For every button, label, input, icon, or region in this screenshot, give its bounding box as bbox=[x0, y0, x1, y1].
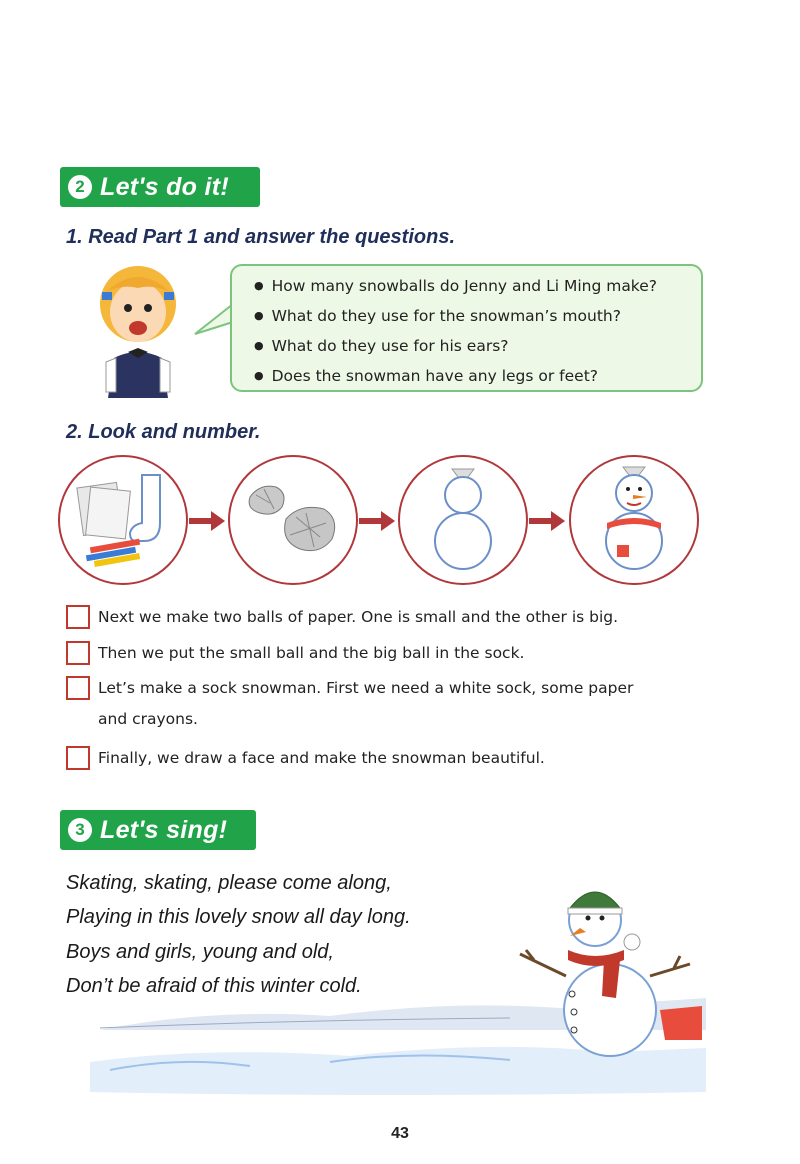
questions-bubble bbox=[230, 264, 703, 392]
section-number: 3 bbox=[68, 818, 92, 842]
section-title: Let's do it! bbox=[100, 172, 229, 201]
number-box-3[interactable] bbox=[66, 676, 90, 700]
lyric-line: Skating, skating, please come along, bbox=[66, 872, 392, 894]
girl-illustration bbox=[92, 262, 184, 398]
step-text: Finally, we draw a face and make the snowman beautiful. bbox=[98, 749, 545, 767]
section-title: Let's sing! bbox=[100, 815, 228, 844]
section-3-banner bbox=[60, 810, 256, 850]
step-circle-3 bbox=[398, 455, 528, 585]
number-box-4[interactable] bbox=[66, 746, 90, 770]
task-1-heading: 1. Read Part 1 and answer the questions. bbox=[66, 226, 456, 248]
question-item: ● What do they use for the snowman’s mouth? bbox=[254, 302, 701, 332]
paper-sock-crayons-icon bbox=[60, 457, 186, 583]
arrow-right-icon bbox=[359, 511, 395, 531]
question-item: ● What do they use for his ears? bbox=[254, 332, 701, 362]
arrow-right-icon bbox=[529, 511, 565, 531]
step-text: Then we put the small ball and the big ball in the sock. bbox=[98, 644, 525, 662]
step-text-continued: and crayons. bbox=[98, 710, 198, 728]
page-number: 43 bbox=[391, 1125, 409, 1142]
arrow-right-icon bbox=[189, 511, 225, 531]
section-2-banner bbox=[60, 167, 260, 207]
lyric-line: Playing in this lovely snow all day long. bbox=[66, 906, 411, 928]
winter-snow-scene bbox=[90, 880, 706, 1100]
step-circle-4 bbox=[569, 455, 699, 585]
section-number: 2 bbox=[68, 175, 92, 199]
snowman-outline-icon bbox=[400, 457, 526, 583]
speech-bubble-tail bbox=[193, 300, 235, 336]
paper-balls-icon bbox=[230, 457, 356, 583]
lyric-line: Boys and girls, young and old, bbox=[66, 941, 334, 963]
step-circle-2 bbox=[228, 455, 358, 585]
step-text: Let’s make a sock snowman. First we need a white sock, some paper bbox=[98, 679, 634, 697]
question-item: ● Does the snowman have any legs or feet? bbox=[254, 362, 701, 392]
number-box-2[interactable] bbox=[66, 641, 90, 665]
step-circle-1 bbox=[58, 455, 188, 585]
lyric-line: Don’t be afraid of this winter cold. bbox=[66, 975, 362, 997]
number-box-1[interactable] bbox=[66, 605, 90, 629]
question-item: ● How many snowballs do Jenny and Li Ming make? bbox=[254, 272, 701, 302]
questions-list bbox=[232, 266, 701, 392]
step-text: Next we make two balls of paper. One is small and the other is big. bbox=[98, 608, 619, 626]
task-2-heading: 2. Look and number. bbox=[66, 421, 261, 443]
finished-sock-snowman-icon bbox=[571, 457, 697, 583]
